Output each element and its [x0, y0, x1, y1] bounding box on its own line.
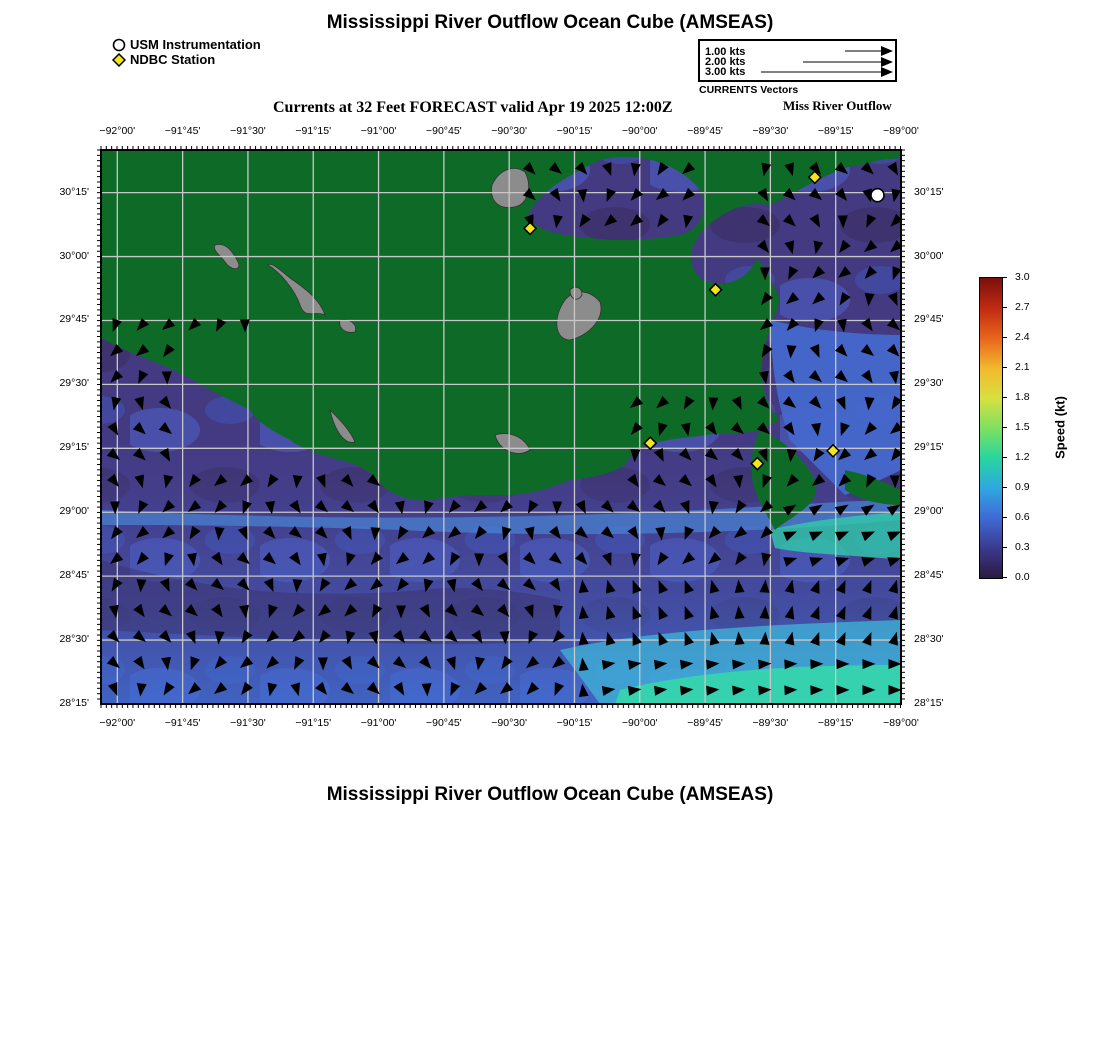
- colorbar-tick-label: 0.0: [1015, 571, 1030, 583]
- colorbar-tick-mark: [1002, 457, 1007, 458]
- lat-tick-label: 28°30': [914, 633, 944, 646]
- lon-tick-label: −92°00': [99, 717, 136, 729]
- map-layers: [101, 150, 901, 704]
- colorbar-tick-label: 2.7: [1015, 301, 1030, 313]
- lon-tick-label: −89°00': [883, 717, 919, 729]
- lon-tick-label: −91°15': [295, 717, 332, 729]
- colorbar-tick-mark: [1002, 547, 1007, 548]
- colorbar-tick-mark: [1002, 307, 1007, 308]
- lon-tick-label: −91°15': [295, 125, 332, 137]
- lon-tick-label: −90°00': [621, 717, 658, 729]
- vector-key-label-3: 3.00 kts: [705, 66, 746, 78]
- colorbar-tick-mark: [1002, 517, 1007, 518]
- lat-tick-label: 28°15': [914, 697, 944, 709]
- legend-ndbc-label: NDBC Station: [130, 52, 216, 67]
- lon-tick-label: −91°45': [164, 717, 201, 729]
- lon-tick-label: −90°45': [425, 717, 462, 729]
- colorbar-tick-mark: [1002, 277, 1007, 278]
- colorbar-tick-mark: [1002, 337, 1007, 338]
- lon-tick-label: −89°00': [883, 125, 919, 137]
- vector-key-title: CURRENTS Vectors: [699, 84, 799, 96]
- lat-tick-label: 29°15': [914, 441, 944, 454]
- lon-tick-label: −90°30': [491, 125, 527, 137]
- lon-tick-label: −91°45': [164, 125, 201, 137]
- lon-tick-label: −89°15': [817, 125, 854, 137]
- main-title: Mississippi River Outflow Ocean Cube (AMSEAS): [326, 12, 774, 33]
- usm-station-marker: [871, 189, 884, 202]
- colorbar-tick-mark: [1002, 577, 1007, 578]
- vector-key-label-1: 1.00 kts: [705, 46, 746, 58]
- lat-tick-label: 30°00': [59, 249, 89, 262]
- lon-tick-label: −90°00': [621, 125, 658, 137]
- lon-tick-label: −90°30': [491, 717, 527, 729]
- bottom-title: Mississippi River Outflow Ocean Cube (AMSEAS): [326, 784, 774, 805]
- lat-tick-label: 30°15': [914, 185, 944, 198]
- lon-tick-label: −91°30': [230, 125, 266, 137]
- lon-tick-label: −89°45': [687, 717, 723, 729]
- lat-tick-label: 28°30': [59, 633, 89, 646]
- lon-tick-label: −90°15': [556, 125, 593, 137]
- colorbar-tick-label: 3.0: [1015, 271, 1030, 283]
- lon-tick-label: −90°45': [425, 125, 462, 137]
- colorbar-tick-label: 1.8: [1015, 391, 1030, 403]
- lat-tick-label: 28°45': [59, 569, 89, 582]
- colorbar-gradient: [980, 278, 1002, 578]
- colorbar-label: Speed (kt): [1052, 396, 1068, 459]
- lat-tick-label: 29°15': [59, 441, 89, 454]
- lat-tick-label: 30°00': [914, 249, 944, 262]
- lat-tick-label: 29°45': [914, 313, 944, 326]
- colorbar-tick-label: 2.4: [1015, 331, 1030, 343]
- lat-tick-label: 29°00': [914, 505, 944, 518]
- lon-tick-label: −89°30': [752, 717, 789, 729]
- colorbar-tick-mark: [1002, 487, 1007, 488]
- colorbar-tick-mark: [1002, 427, 1007, 428]
- colorbar-tick-mark: [1002, 367, 1007, 368]
- lon-tick-label: −91°30': [230, 717, 266, 729]
- colorbar-tick-label: 0.6: [1015, 511, 1030, 523]
- lat-tick-label: 29°30': [914, 377, 944, 390]
- colorbar-tick-label: 0.9: [1015, 481, 1030, 493]
- colorbar-tick-label: 1.2: [1015, 451, 1030, 463]
- lat-tick-label: 29°45': [59, 313, 89, 326]
- lon-tick-label: −89°45': [687, 125, 723, 137]
- colorbar-tick-label: 1.5: [1015, 421, 1030, 433]
- lat-tick-label: 29°00': [59, 505, 89, 518]
- lat-tick-label: 30°15': [59, 185, 89, 198]
- legend-usm-label: USM Instrumentation: [130, 37, 261, 52]
- lake-cataouatche: [570, 287, 582, 299]
- region-label: Miss River Outflow: [783, 98, 892, 113]
- lon-tick-label: −90°15': [556, 717, 593, 729]
- forecast-subtitle: Currents at 32 Feet FORECAST valid Apr 19 2025 12:00Z: [273, 99, 673, 116]
- vector-key-label-2: 2.00 kts: [705, 56, 746, 68]
- lon-tick-label: −89°15': [817, 717, 854, 729]
- colorbar-tick-mark: [1002, 397, 1007, 398]
- lon-tick-label: −91°00': [360, 125, 397, 137]
- colorbar-tick-label: 0.3: [1015, 541, 1030, 553]
- lat-tick-label: 28°15': [59, 697, 89, 709]
- lon-tick-label: −92°00': [99, 125, 136, 137]
- lat-tick-label: 28°45': [914, 569, 944, 582]
- colorbar-tick-label: 2.1: [1015, 361, 1030, 373]
- colorbar: [979, 277, 1003, 579]
- lat-tick-label: 29°30': [59, 377, 89, 390]
- lon-tick-label: −91°00': [360, 717, 397, 729]
- lon-tick-label: −89°30': [752, 125, 789, 137]
